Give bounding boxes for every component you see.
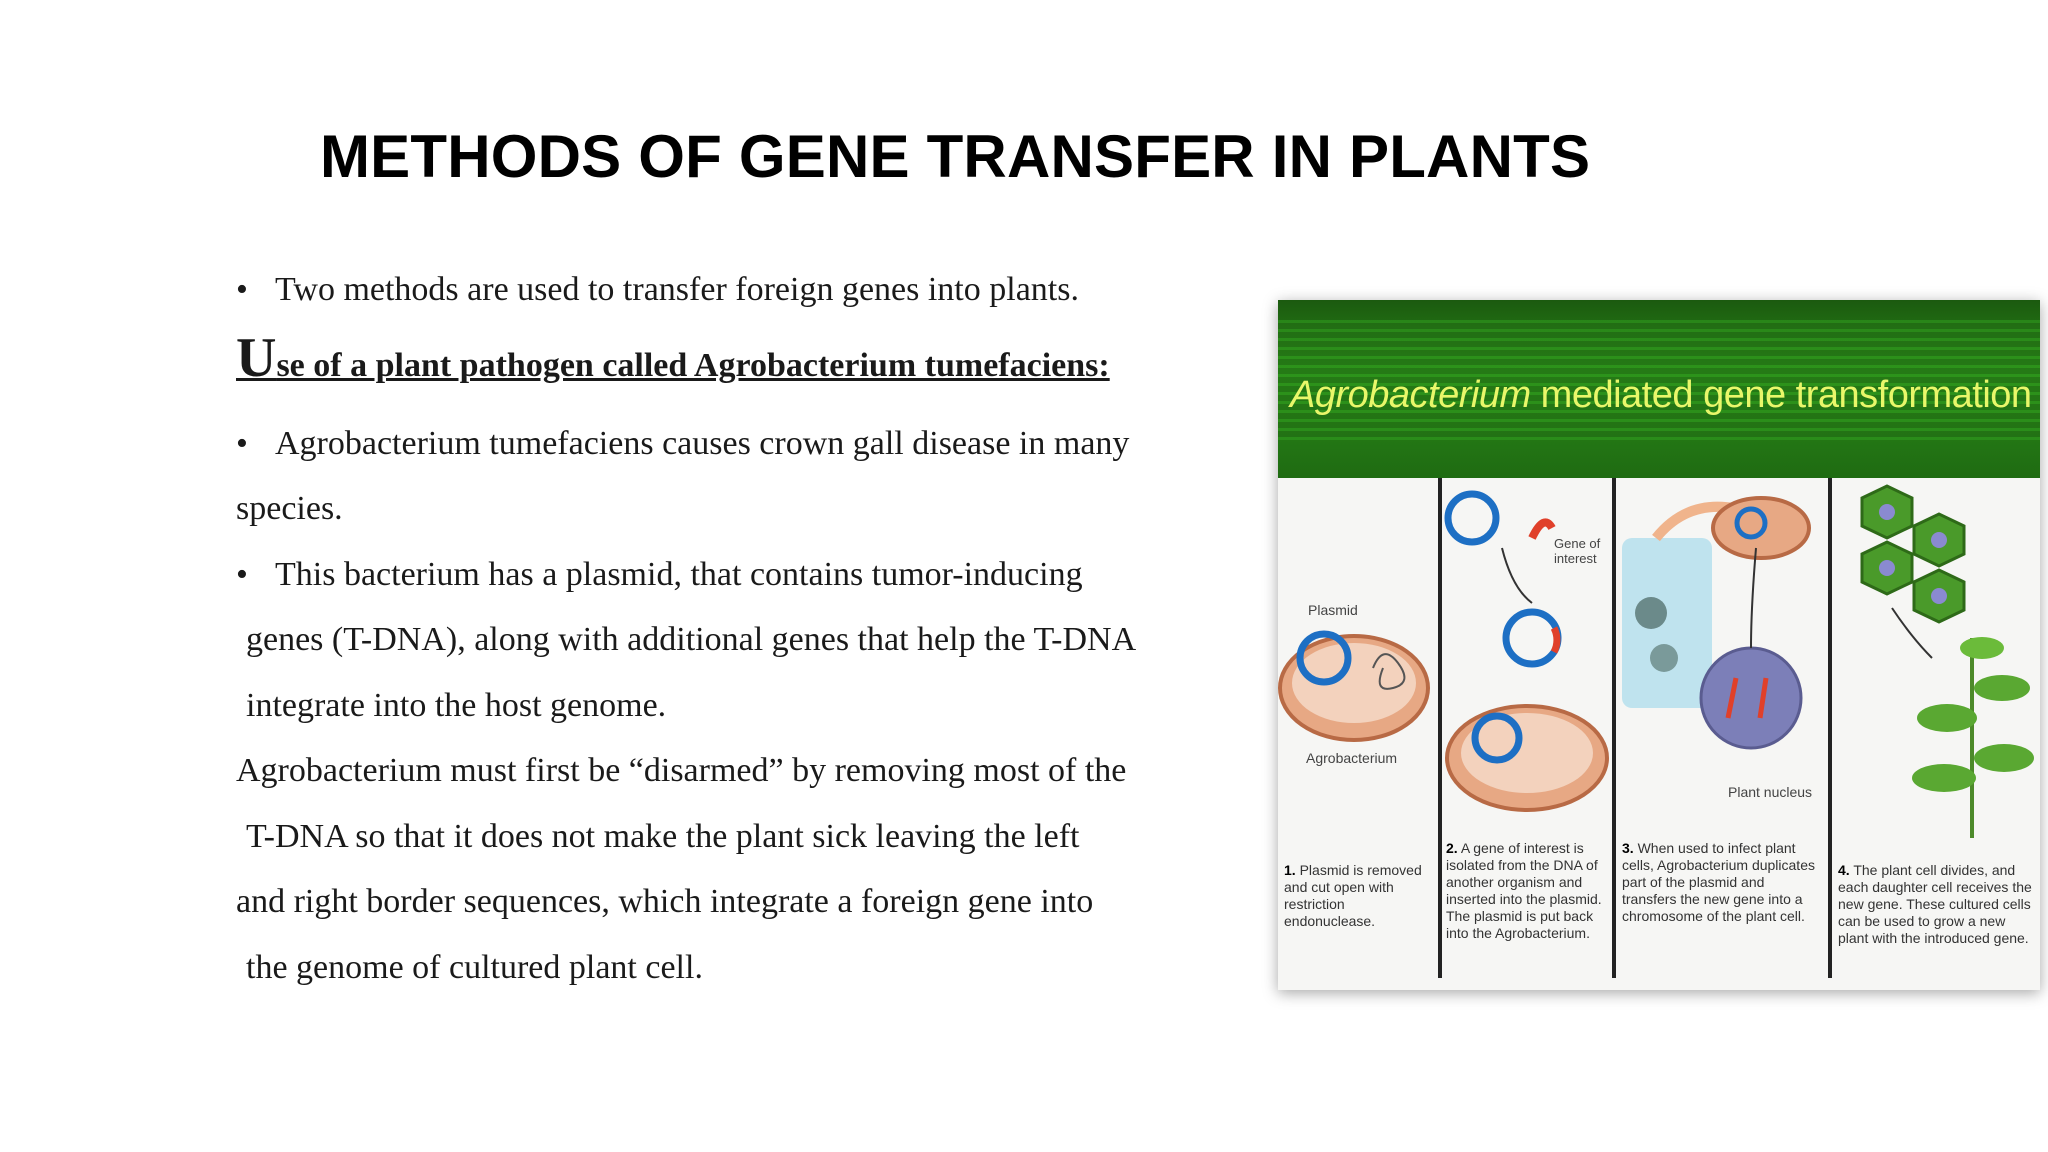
caption-2: 2. A gene of interest is isolated from the DNA of another organism and inserted into the plasmid. The plasmid is put back into the Agrobacterium.	[1446, 840, 1602, 941]
arrow-icon	[1751, 548, 1756, 648]
bullet-marker: •	[236, 271, 248, 308]
bacterium-shape	[1713, 498, 1809, 558]
figure-header	[1278, 300, 2040, 478]
leaf-icon	[1917, 704, 1977, 732]
step-panel-2	[1442, 478, 1616, 978]
label-gene-of-interest: Gene of interest	[1554, 536, 1601, 566]
caption-1: 1. Plasmid is removed and cut open with restriction endonuclease.	[1284, 862, 1422, 929]
text-line: and right border sequences, which integrate a foreign gene into	[236, 883, 1094, 920]
plant-nucleus-icon	[1701, 648, 1801, 748]
open-plasmid-icon	[1448, 494, 1496, 542]
agrobacterium-figure	[1278, 300, 2040, 990]
step-panel-4	[1832, 478, 2040, 978]
section-heading: Use of a plant pathogen called Agrobacterium tumefaciens:	[236, 327, 1110, 389]
plant-cell-icon	[1635, 597, 1667, 629]
bacterium-inner	[1292, 643, 1416, 723]
label-plant-nucleus: Plant nucleus	[1728, 784, 1813, 800]
heading-initial: U	[236, 327, 277, 389]
bullet-marker: •	[236, 425, 248, 462]
text-line: T-DNA so that it does not make the plant sick leaving the left	[246, 818, 1080, 855]
caption-3: 3. When used to infect plant cells, Agrobacterium duplicates part of the plasmid and transfers the new gene into a chromosome of the plant cell.	[1622, 840, 1815, 924]
figure-title: Agrobacterium mediated gene transformation	[1290, 374, 2032, 416]
text-line: integrate into the host genome.	[246, 687, 667, 724]
text-line: Agrobacterium must first be “disarmed” by removing most of the	[236, 752, 1127, 789]
step-panel-1	[1278, 478, 1442, 978]
caption-4: 4. The plant cell divides, and each daughter cell receives the new gene. These cultured cells can be used to grow a new plant with the introduced gene.	[1838, 862, 2032, 946]
gene-fragment-icon	[1532, 522, 1552, 538]
bullet-line: • Agrobacterium tumefaciens causes crown gall disease in many	[236, 425, 1130, 462]
text-line: species.	[236, 490, 343, 527]
text-line: genes (T-DNA), along with additional genes that help the T-DNA	[246, 621, 1137, 658]
culture-flask-icon	[1622, 538, 1712, 708]
bullet-marker: •	[236, 556, 248, 593]
text-line: the genome of cultured plant cell.	[246, 949, 703, 986]
label-plasmid: Plasmid	[1308, 602, 1358, 618]
bullet-line: • This bacterium has a plasmid, that contains tumor-inducing	[236, 556, 1083, 593]
step-panel-3	[1616, 478, 1832, 978]
recombinant-plasmid-icon	[1506, 612, 1558, 664]
bullet-line: • Two methods are used to transfer foreign genes into plants.	[236, 271, 1079, 308]
arrow-icon	[1502, 548, 1532, 603]
slide-title: METHODS OF GENE TRANSFER IN PLANTS	[320, 123, 1591, 190]
label-agrobacterium: Agrobacterium	[1306, 750, 1398, 766]
